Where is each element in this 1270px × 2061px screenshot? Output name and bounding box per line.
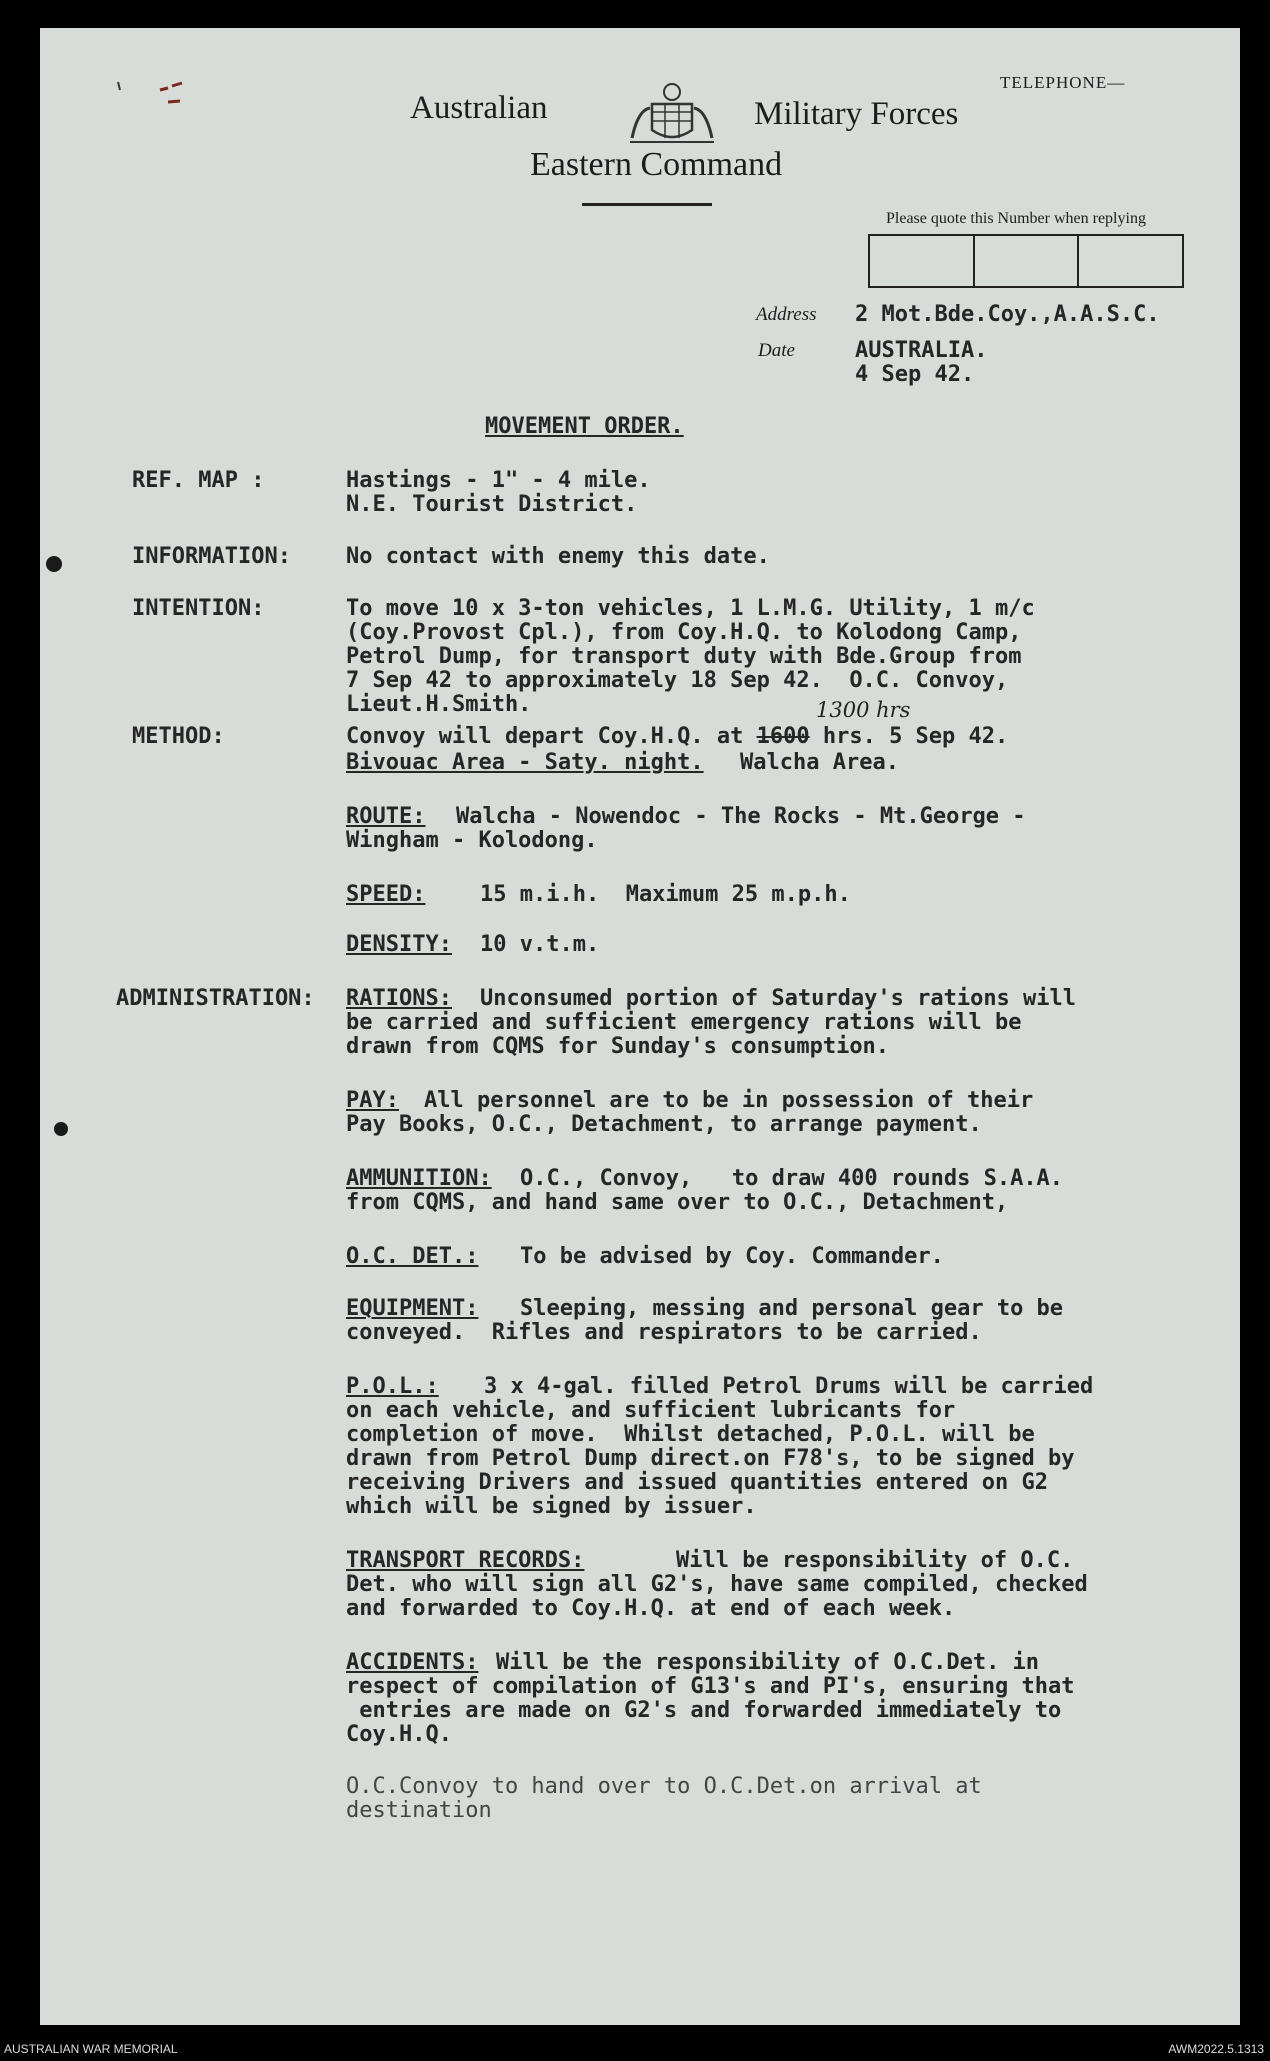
method-label: METHOD: [132,724,225,749]
pay-line: All personnel are to be in possession of their [424,1088,1034,1113]
ocdet-text: To be advised by Coy. Commander. [520,1244,944,1269]
information-text: No contact with enemy this date. [346,544,770,569]
quote-note: Please quote this Number when replying [886,210,1146,227]
closing-line: O.C.Convoy to hand over to O.C.Det.on arrival at [346,1774,982,1799]
handwritten-marks [110,68,220,108]
speed-label: SPEED: [346,882,426,907]
accidents-line: Will be the responsibility of O.C.Det. in [496,1650,1040,1675]
ammunition-line: from CQMS, and hand same over to O.C., Detachment, [346,1190,1009,1215]
method-text-a: Convoy will depart Coy.H.Q. at [346,724,757,749]
pay-label: PAY: [346,1088,399,1113]
telephone-label: TELEPHONE— [1000,73,1126,92]
pol-line: on each vehicle, and sufficient lubricants for [346,1398,956,1423]
closing-line: destination [346,1798,492,1823]
rations-line: be carried and sufficient emergency rations will be [346,1010,1022,1035]
route-label: ROUTE: [346,804,426,829]
address-value: 2 Mot.Bde.Coy.,A.A.S.C. [855,302,1160,327]
accidents-label: ACCIDENTS: [346,1650,479,1675]
footer-right: AWM2022.5.1313 [1168,2042,1264,2056]
intention-line: Lieut.H.Smith. [346,692,532,717]
coat-of-arms-icon [622,78,722,150]
intention-label: INTENTION: [132,596,265,621]
date-line-1: AUSTRALIA. [855,338,988,363]
letterhead-rule [582,203,712,206]
ammunition-label: AMMUNITION: [346,1166,492,1191]
ref-map-line-1: Hastings - 1" - 4 mile. [346,468,651,493]
letterhead-left: Australian [410,90,548,126]
date-line-2: 4 Sep 42. [855,362,975,387]
method-text-b: hrs. 5 Sep 42. [809,724,1009,749]
transport-records-label: TRANSPORT RECORDS: [346,1548,585,1573]
accidents-line: Coy.H.Q. [346,1722,452,1747]
rations-line: Unconsumed portion of Saturday's rations will [480,986,1077,1011]
density-label: DENSITY: [346,932,452,957]
equipment-line: Sleeping, messing and personal gear to be [520,1296,1064,1321]
letterhead-right: Military Forces [754,96,959,132]
speed-value: 15 m.i.h. Maximum 25 m.p.h. [480,882,851,907]
route-line-1: Walcha - Nowendoc - The Rocks - Mt.George - [456,804,1026,829]
route-line-2: Wingham - Kolodong. [346,828,598,853]
intention-line: Petrol Dump, for transport duty with Bde.Group from [346,644,1022,669]
ink-marks-icon [110,68,220,108]
rations-line: drawn from CQMS for Sunday's consumption. [346,1034,890,1059]
bivouac-value: Walcha Area. [740,750,899,775]
bivouac-label: Bivouac Area - Saty. night. [346,750,704,775]
rations-label: RATIONS: [346,986,452,1011]
ref-map-label: REF. MAP : [132,468,265,493]
document-page [40,28,1240,2025]
accidents-line: respect of compilation of G13's and PI's, ensuring that [346,1674,1075,1699]
density-value: 10 v.t.m. [480,932,600,957]
address-label: Address [756,304,817,325]
letterhead-command: Eastern Command [530,146,783,183]
pol-line: receiving Drivers and issued quantities entered on G2 [346,1470,1048,1495]
accidents-line: entries are made on G2's and forwarded immediately to [346,1698,1062,1723]
intention-line: (Coy.Provost Cpl.), from Coy.H.Q. to Kolodong Camp, [346,620,1022,645]
date-label: Date [758,340,795,361]
reference-number-box [868,234,1184,288]
ref-map-line-2: N.E. Tourist District. [346,492,638,517]
pol-line: completion of move. Whilst detached, P.O.L. will be [346,1422,1035,1447]
transport-line: and forwarded to Coy.H.Q. at end of each week. [346,1596,956,1621]
document-title: MOVEMENT ORDER. [485,414,684,439]
method-line-1 [346,724,1008,750]
information-label: INFORMATION: [132,544,291,569]
equipment-label: EQUIPMENT: [346,1296,479,1321]
transport-line: Will be responsibility of O.C. [676,1548,1074,1573]
method-struck-time: 1600 [756,724,810,749]
footer-left: AUSTRALIAN WAR MEMORIAL [4,2042,178,2056]
intention-line: 7 Sep 42 to approximately 18 Sep 42. O.C. Convoy, [346,668,1009,693]
handwritten-time: 1300 hrs [816,698,911,722]
pol-line: which will be signed by issuer. [346,1494,757,1519]
transport-line: Det. who will sign all G2's, have same compiled, checked [346,1572,1088,1597]
pol-line: 3 x 4-gal. filled Petrol Drums will be carried [484,1374,1094,1399]
ammunition-line: O.C., Convoy, to draw 400 rounds S.A.A. [520,1166,1064,1191]
punch-hole-mark-icon [54,1122,68,1136]
pay-line: Pay Books, O.C., Detachment, to arrange payment. [346,1112,982,1137]
equipment-line: conveyed. Rifles and respirators to be carried. [346,1320,982,1345]
intention-line: To move 10 x 3-ton vehicles, 1 L.M.G. Utility, 1 m/c [346,596,1035,621]
ocdet-label: O.C. DET.: [346,1244,479,1269]
punch-hole-mark-icon [46,556,62,572]
pol-label: P.O.L.: [346,1374,439,1399]
administration-label: ADMINISTRATION: [116,986,315,1011]
pol-line: drawn from Petrol Dump direct.on F78's, to be signed by [346,1446,1075,1471]
